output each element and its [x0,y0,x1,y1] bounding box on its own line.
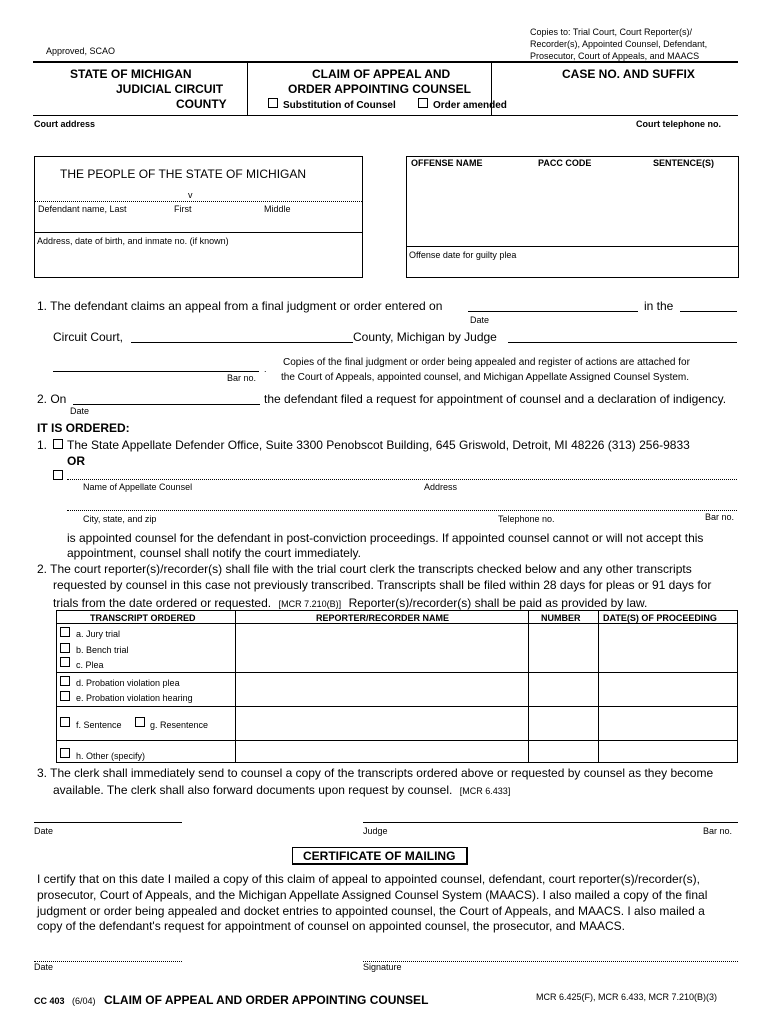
counsel-name-field[interactable] [67,479,737,480]
offense-date-divider [407,246,738,247]
address-divider [35,232,362,233]
probation-hearing-label: e. Probation violation hearing [76,693,193,703]
certificate-line1: I certify that on this date I mailed a copy of this claim of appeal to appointed counsel, defendant, court reporter(s)/recorder(s), [37,872,701,886]
sado-text: The State Appellate Defender Office, Suite 3300 Penobscot Building, 645 Griswold, Detroit, MI 48226 (313) 256-9833 [67,438,690,452]
other-specify-checkbox[interactable] [60,748,70,758]
certificate-line3: judgment or order being appealed and docket entries to appointed counsel, the Court of Appeals, and MAACS. I also mailed a [37,904,705,918]
judge-bar-no-label: Bar no. [227,373,257,383]
section3-mcr-cite: [MCR 6.433] [459,786,511,796]
probation-plea-label: d. Probation violation plea [76,678,180,688]
indigency-text: the defendant filed a request for appointment of counsel and a declaration of indigency. [264,392,727,406]
counsel-name-label: Name of Appellate Counsel [83,482,193,492]
probation-plea-checkbox[interactable] [60,676,70,686]
certificate-line4: copy of the defendant's request for appointment of counsel on appointed counsel, the prosecutor, and MAACS. [37,919,626,933]
bench-trial-label: b. Bench trial [76,645,129,655]
circuit-county-field[interactable] [131,342,353,343]
county-label: COUNTY [176,97,227,111]
section3-line2-text: available. The clerk shall also forward documents upon request by counsel. [53,783,453,797]
request-date-label: Date [70,406,90,416]
in-the-label: in the [644,299,674,313]
substitution-checkbox[interactable] [268,98,278,108]
middle-name-label: Middle [264,204,291,214]
jury-trial-label: a. Jury trial [76,629,121,639]
sado-checkbox[interactable] [53,439,63,449]
order-date-label: Date [34,826,54,836]
address-dob-label: Address, date of birth, and inmate no. (if known) [37,236,229,246]
certificate-title: CERTIFICATE OF MAILING [303,849,456,863]
item2-mcr-cite: [MCR 7.210(B)] [278,599,342,609]
counsel-bar-no-label: Bar no. [705,512,735,522]
judge-signature-label: Judge [363,826,388,836]
substitution-label: Substitution of Counsel [283,100,396,111]
counsel-address-label: Address [424,482,458,492]
item2-line1: 2. The court reporter(s)/recorder(s) shall file with the trial court clerk the transcripts checked below and any other transcripts [37,562,692,576]
county-by-judge-label: County, Michigan by Judge [353,330,497,344]
defendant-name-line[interactable] [35,201,362,202]
order-date-field[interactable] [34,822,182,823]
period-mark: . [264,364,267,374]
copies-to-line1: Copies to: Trial Court, Court Reporter(s)/ [530,27,693,37]
order-amended-label: Order amended [433,100,507,111]
judge-bar-no-field[interactable] [53,371,259,372]
resentence-checkbox[interactable] [135,717,145,727]
other-specify-label: h. Other (specify) [76,751,146,761]
request-date-field[interactable] [73,404,260,405]
counsel-city-label: City, state, and zip [83,514,157,524]
judge-signature-field[interactable] [363,822,738,823]
item2-paid-text: Reporter(s)/recorder(s) shall be paid as provided by law. [348,596,648,610]
in-the-field[interactable] [680,311,737,312]
form-title-line1: CLAIM OF APPEAL AND [312,67,451,81]
table-row-rule-1 [57,672,737,673]
header-rule [33,61,738,63]
mailing-signature-label: Signature [363,962,402,972]
copies-attached-line1: Copies of the final judgment or order being appealed and register of actions are attached for [283,357,690,368]
counsel-city-field[interactable] [67,510,737,511]
jury-trial-checkbox[interactable] [60,627,70,637]
mailing-signature-field[interactable] [363,961,738,962]
counsel-telephone-label: Telephone no. [498,514,555,524]
copies-attached-line2: the Court of Appeals, appointed counsel, and Michigan Appellate Assigned Counsel System. [281,372,690,383]
section3-line2 [53,781,510,799]
form-number: CC 403 [34,996,65,1006]
footer-title: CLAIM OF APPEAL AND ORDER APPOINTING COUNSEL [103,993,429,1007]
col-header-dates: DATE(S) OF PROCEEDING [603,613,717,623]
table-header-rule [57,623,737,624]
probation-hearing-checkbox[interactable] [60,691,70,701]
ordered-item1-number: 1. [37,438,48,452]
appointed-text-line2: appointment, counsel shall notify the court immediately. [67,546,361,560]
pacc-code-label: PACC CODE [538,158,592,168]
table-row-rule-3 [57,740,737,741]
judge-name-field[interactable] [508,342,737,343]
col-header-transcript: TRANSCRIPT ORDERED [90,613,196,623]
footer-form-id [34,991,428,1009]
item2-line3-text: trials from the date ordered or requested. [53,596,272,610]
people-label: THE PEOPLE OF THE STATE OF MICHIGAN [60,167,307,181]
court-address-label: Court address [34,119,96,129]
appointed-text-line1: is appointed counsel for the defendant in post-conviction proceedings. If appointed counsel cannot or will not accept this [67,531,704,545]
form-title-line2: ORDER APPOINTING COUNSEL [288,82,471,96]
judge-bar-no-label-2: Bar no. [703,826,733,836]
mailing-date-label: Date [34,962,54,972]
claim-appeal-text: 1. The defendant claims an appeal from a final judgment or order entered on [37,299,443,313]
judgment-date-label: Date [470,315,490,325]
case-no-label: CASE NO. AND SUFFIX [562,67,695,81]
footer-mcr-cites: MCR 6.425(F), MCR 6.433, MCR 7.210(B)(3) [536,992,718,1002]
sentences-label: SENTENCE(S) [653,158,715,168]
offense-name-label: OFFENSE NAME [411,158,483,168]
certificate-line2: prosecutor, Court of Appeals, and the Michigan Appellate Assigned Counsel System (MAACS). I also mailed a copy of the final [37,888,708,902]
circuit-court-label: Circuit Court, [53,330,124,344]
state-label: STATE OF MICHIGAN [70,67,192,81]
order-amended-checkbox[interactable] [418,98,428,108]
or-label: OR [67,454,85,468]
mailing-date-field[interactable] [34,961,182,962]
table-row-rule-2 [57,706,737,707]
approved-scao: Approved, SCAO [46,46,116,56]
col-header-number: NUMBER [541,613,581,623]
item2-line2: requested by counsel in this case not previously transcribed. Transcripts shall be filed within 28 days for pleas or 91 days for [53,578,712,592]
section3-line1: 3. The clerk shall immediately send to counsel a copy of the transcripts ordered above or requested by counsel as they become [37,766,714,780]
defendant-name-label: Defendant name, Last [38,204,127,214]
resentence-label: g. Resentence [150,720,209,730]
judgment-date-field[interactable] [468,311,638,312]
section2-on-label: 2. On [37,392,67,406]
plea-checkbox[interactable] [60,657,70,667]
sentence-checkbox[interactable] [60,717,70,727]
court-telephone-label: Court telephone no. [636,119,721,129]
copies-to-line2: Recorder(s), Appointed Counsel, Defendant, [530,39,708,49]
plea-label: c. Plea [76,660,104,670]
header-bottom-rule [33,115,738,116]
bench-trial-checkbox[interactable] [60,643,70,653]
sentence-label: f. Sentence [76,720,122,730]
versus-label: v [188,190,193,200]
ordered-title: IT IS ORDERED: [37,421,130,435]
col-header-reporter: REPORTER/RECORDER NAME [316,613,450,623]
other-counsel-checkbox[interactable] [53,470,63,480]
form-revision: (6/04) [71,996,96,1006]
first-name-label: First [174,204,192,214]
copies-to-line3: Prosecutor, Court of Appeals, and MAACS [530,51,700,61]
header-divider-1 [247,62,248,116]
judicial-circuit-label: JUDICIAL CIRCUIT [116,82,224,96]
offense-date-label: Offense date for guilty plea [409,250,517,260]
